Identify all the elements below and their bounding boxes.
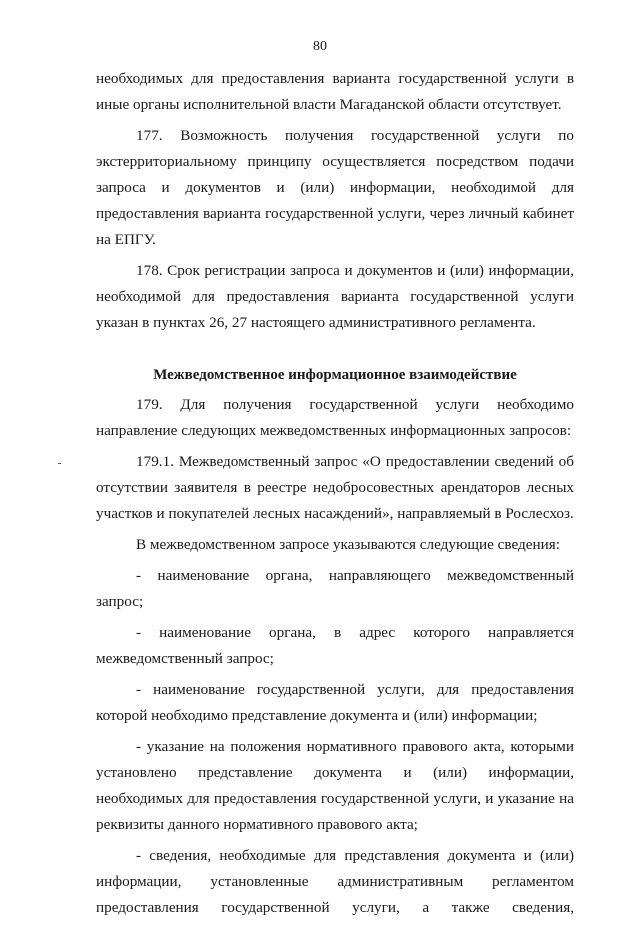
section-heading: Межведомственное информационное взаимодействие bbox=[153, 367, 517, 383]
request-details-intro: В межведомственном запросе указываются следующие сведения: bbox=[136, 536, 560, 553]
paragraph-178: 178. Срок регистрации запроса и документов и (или) информации, необходимой для предоставления варианта государственной услуги указан в пунктах 26, 27 настоящего административного регламента. bbox=[96, 262, 574, 331]
list-item-recipient-body: - наименование органа, в адрес которого направляется межведомственный запрос; bbox=[96, 624, 574, 667]
list-item-service-name: - наименование государственной услуги, для предоставления которой необходимо представление документа и (или) информации; bbox=[96, 681, 574, 724]
document-body bbox=[96, 66, 574, 926]
margin-mark bbox=[58, 463, 61, 464]
paragraph-179-1: 179.1. Межведомственный запрос «О предоставлении сведений об отсутствии заявителя в реестре недобросовестных арендаторов лесных участков и покупателей лесных насаждений», направляемый в Рослесхоз. bbox=[96, 453, 574, 522]
paragraph-177: 177. Возможность получения государственной услуги по экстерриториальному принципу осуществляется посредством подачи запроса и документов и (или) информации, необходимой для предоставления варианта государственной услуги, через личный кабинет на ЕПГУ. bbox=[96, 127, 574, 248]
list-item-required-info: - сведения, необходимые для представления документа и (или) информации, установленные административным регламентом предоставления государственной услуги, а также сведения, bbox=[96, 847, 574, 916]
list-item-requesting-body: - наименование органа, направляющего межведомственный запрос; bbox=[96, 567, 574, 610]
page-number: 80 bbox=[313, 39, 327, 54]
paragraph-continuation: необходимых для предоставления варианта государственной услуги в иные органы исполнительной власти Магаданской области отсутствует. bbox=[96, 70, 574, 113]
paragraph-179: 179. Для получения государственной услуги необходимо направление следующих межведомственных информационных запросов: bbox=[96, 396, 574, 439]
list-item-legal-act: - указание на положения нормативного правового акта, которыми установлено представление документа и (или) информации, необходимых для предоставления государственной услуги, и указание на реквизиты данного нормативного правового акта; bbox=[96, 738, 574, 833]
